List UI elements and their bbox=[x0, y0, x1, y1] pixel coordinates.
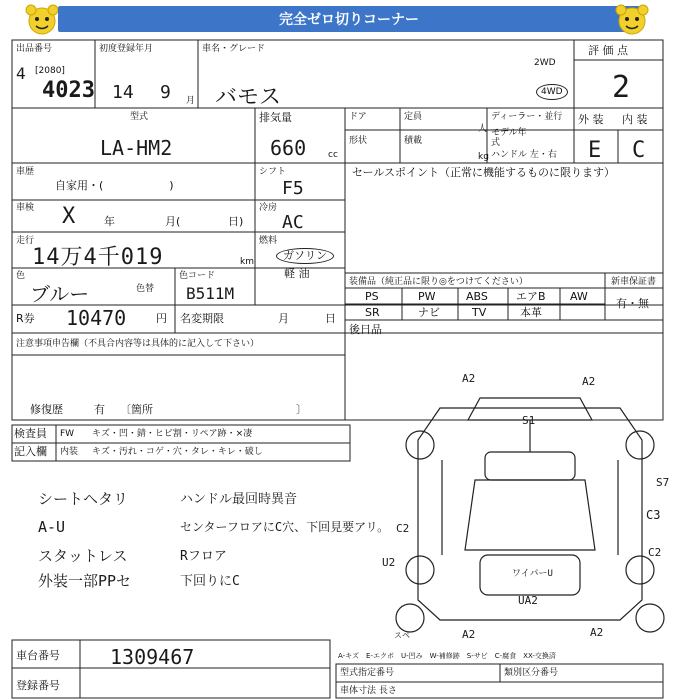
handle-label: ハンドル 左・右 bbox=[491, 150, 557, 160]
mark-spare: スペ bbox=[394, 631, 410, 640]
km-unit: km bbox=[240, 257, 254, 267]
registration-label: 登録番号 bbox=[16, 679, 60, 692]
note-right-2: センターフロアにC穴、下回見要アリ。 bbox=[180, 520, 390, 534]
model-name-label: 車名・グレード bbox=[202, 44, 266, 54]
lot-day: 4 bbox=[16, 64, 26, 83]
recycle-label: R券 bbox=[16, 312, 35, 325]
interior-type: 内装 bbox=[60, 447, 79, 457]
equipment-pw: PW bbox=[418, 290, 436, 303]
exterior-grade: E bbox=[588, 138, 602, 163]
mark-front-right-a2: A2 bbox=[582, 375, 596, 388]
mark-left-c2: C2 bbox=[396, 522, 410, 535]
lot-number-label: 出品番号 bbox=[16, 44, 53, 54]
color-code-value: B511M bbox=[186, 284, 235, 303]
equipment-ps: PS bbox=[365, 290, 379, 303]
color-label: 色 bbox=[16, 271, 26, 281]
note-left-3: スタットレス bbox=[38, 547, 128, 565]
warranty-value: 有・無 bbox=[616, 297, 649, 310]
inspection-month-unit: 月( bbox=[165, 215, 181, 228]
equipment-sr: SR bbox=[365, 306, 380, 319]
fuel-diesel: 軽 油 bbox=[284, 267, 310, 280]
exterior-label: 外 装 bbox=[578, 113, 604, 126]
repair-history-value: 有 bbox=[94, 403, 105, 416]
use-label: 車歴 bbox=[16, 167, 35, 177]
repair-history-label: 修復歴 bbox=[30, 403, 63, 416]
model-type-label: 型式 bbox=[130, 112, 149, 122]
mark-right-c2: C2 bbox=[648, 546, 662, 559]
chassis-value: 1309467 bbox=[110, 645, 195, 669]
type-designation-label: 型式指定番号 bbox=[340, 668, 395, 678]
color-code-label: 色コード bbox=[179, 271, 216, 281]
shift-value: F5 bbox=[282, 178, 304, 199]
lot-number: 4023 bbox=[42, 78, 95, 103]
yen-unit: 円 bbox=[156, 312, 167, 325]
drive-4wd-circled: 4WD bbox=[536, 84, 568, 100]
equipment-airbag: エアB bbox=[516, 290, 546, 303]
note-left-4: 外装一部PPセ bbox=[38, 572, 132, 590]
color-value: ブルー bbox=[30, 282, 90, 306]
mark-front-left-a2: A2 bbox=[462, 372, 476, 385]
mark-rear-wiper: ワイパーU bbox=[512, 569, 553, 579]
month-unit: 月 bbox=[186, 96, 196, 106]
later-date-label: 後日品 bbox=[349, 323, 382, 336]
kg-unit: kg bbox=[478, 152, 489, 162]
mark-bottom-right-a2: A2 bbox=[590, 626, 604, 639]
mark-rear-ua2: UA2 bbox=[518, 594, 538, 607]
mark-left-u2: U2 bbox=[382, 556, 396, 569]
use-value: 自家用・( ) bbox=[55, 179, 174, 192]
equipment-leather: 本革 bbox=[520, 306, 542, 319]
class-number-label: 類別区分番号 bbox=[504, 668, 559, 678]
inspection-year-unit: 年 bbox=[104, 215, 115, 228]
note-right-4: 下回りにC bbox=[180, 574, 240, 589]
record-label: 記入欄 bbox=[14, 445, 47, 458]
grade-value: 2 bbox=[612, 70, 631, 105]
damage-legend: A-キズ E-エクボ U-凹み W-補修跡 S-サビ C-腐食 XX-交換済 bbox=[338, 652, 556, 660]
ac-value: AC bbox=[282, 212, 304, 233]
inspection-label: 車検 bbox=[16, 203, 35, 213]
door-label: ドア bbox=[349, 112, 367, 122]
banner-title: 完全ゼロ切りコーナー bbox=[58, 6, 640, 32]
lot-code: [2080] bbox=[35, 66, 65, 76]
mark-right-s7: S7 bbox=[656, 476, 670, 489]
interior-defects: キズ・汚れ・コゲ・穴・タレ・キレ・破し bbox=[92, 447, 263, 457]
first-registration-month: 9 bbox=[160, 82, 171, 103]
model-year-label: モデル年式 bbox=[491, 128, 527, 148]
name-change-month: 月 bbox=[278, 312, 289, 325]
grade-label: 評 価 点 bbox=[588, 44, 628, 57]
inspection-day-unit: 日) bbox=[228, 215, 244, 228]
inspection-value: X bbox=[62, 204, 76, 229]
name-change-label: 名変期限 bbox=[180, 312, 224, 325]
mark-hood-s1: S1 bbox=[522, 414, 536, 427]
equipment-aw: AW bbox=[570, 290, 588, 303]
car-name: バモス bbox=[215, 85, 282, 110]
ac-label: 冷房 bbox=[259, 203, 278, 213]
interior-grade: C bbox=[632, 138, 646, 163]
warranty-label: 新車保証書 bbox=[611, 277, 657, 287]
sales-points-label: セールスポイント（正常に機能するものに限ります） bbox=[352, 166, 616, 179]
color-change-label: 色替 bbox=[136, 284, 155, 294]
note-left-2: A-U bbox=[38, 518, 66, 536]
notes-label: 注意事項申告欄（不具合内容等は具体的に記入して下さい） bbox=[16, 339, 260, 349]
model-type-value: LA-HM2 bbox=[100, 136, 173, 160]
fuel-gasoline-circled: ガソリン bbox=[276, 248, 334, 264]
displacement-value: 660 bbox=[270, 136, 307, 160]
mark-right-c3: C3 bbox=[646, 508, 661, 522]
chassis-label: 車台番号 bbox=[16, 649, 60, 662]
shape-label: 形状 bbox=[349, 136, 368, 146]
inspector-label: 検査員 bbox=[14, 427, 47, 440]
first-registration-label: 初度登録年月 bbox=[99, 44, 154, 54]
mileage-value: 14万4千019 bbox=[32, 245, 164, 270]
capacity-label: 定員 bbox=[404, 112, 423, 122]
equipment-abs: ABS bbox=[466, 290, 488, 303]
person-unit: 人 bbox=[478, 124, 488, 134]
mileage-label: 走行 bbox=[16, 236, 35, 246]
interior-label: 内 装 bbox=[622, 113, 648, 126]
mark-bottom-a2: A2 bbox=[462, 628, 476, 641]
body-length-label: 車体寸法 長さ bbox=[340, 686, 397, 696]
dealer-label: ディーラー・並行 bbox=[491, 112, 563, 122]
exterior-type: FW bbox=[60, 429, 75, 439]
equipment-tv: TV bbox=[472, 306, 487, 319]
cc-unit: cc bbox=[328, 150, 338, 160]
note-right-3: Rフロア bbox=[180, 549, 227, 564]
fuel-label: 燃料 bbox=[259, 236, 278, 246]
recycle-value: 10470 bbox=[66, 306, 127, 330]
displacement-label: 排気量 bbox=[259, 111, 292, 124]
note-left-1: シートヘタリ bbox=[38, 490, 129, 508]
repair-location-bracket: 〔箇所 〕 bbox=[120, 403, 307, 416]
load-label: 積載 bbox=[404, 136, 423, 146]
exterior-defects: キズ・凹・錆・ヒビ割・リペア跡・×凄 bbox=[92, 429, 253, 439]
name-change-day: 日 bbox=[325, 312, 336, 325]
note-right-1: ハンドル最回時異音 bbox=[180, 492, 298, 507]
first-registration-year: 14 bbox=[112, 82, 134, 103]
equipment-label: 装備品（純正品に限り◎をつけてください） bbox=[349, 277, 528, 287]
equipment-navi: ナビ bbox=[418, 306, 440, 319]
drive-2wd: 2WD bbox=[534, 58, 556, 68]
shift-label: シフト bbox=[259, 167, 287, 177]
